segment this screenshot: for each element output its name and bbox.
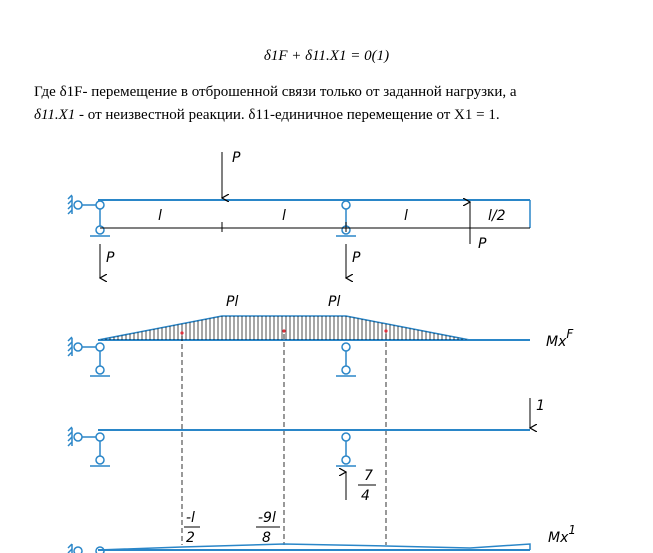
span-3-label: l <box>404 208 408 224</box>
left-support-icon <box>68 427 110 466</box>
mf-peak-2-label: Pl <box>328 294 341 310</box>
load-right-label: P <box>478 236 487 252</box>
left-support-icon <box>68 544 104 553</box>
equation-text: δ1F + δ11.X1 = 0(1) <box>263 48 390 64</box>
reaction-denominator: 4 <box>361 488 370 504</box>
m1-val-2-num: -9l <box>258 510 276 526</box>
left-support-icon <box>68 337 110 376</box>
marker-dot <box>384 329 387 332</box>
reaction-numerator: 7 <box>364 468 373 484</box>
moment-diagram-mf <box>68 294 574 376</box>
loaded-beam-scheme <box>68 150 530 278</box>
m1-label <box>548 523 576 546</box>
middle-support-icon <box>336 433 356 466</box>
mf-label-main: Mx <box>546 334 567 350</box>
span-half-label: l/2 <box>488 208 506 224</box>
marker-dot <box>180 331 183 334</box>
load-left-label: P <box>106 250 115 266</box>
unit-load-label: 1 <box>536 398 545 414</box>
middle-support-icon <box>336 343 356 376</box>
span-1-label: l <box>158 208 162 224</box>
explanation-line-1: Где δ1F- перемещение в отброшенной связи только от заданной нагрузки, а <box>34 84 517 100</box>
m1-val-2-den: 8 <box>262 530 271 546</box>
mf-peak-1-label: Pl <box>226 294 239 310</box>
unit-load-scheme <box>68 398 545 504</box>
moment-diagram-m1 <box>68 510 576 553</box>
inline-formula: δ11.X1 <box>34 107 76 123</box>
mf-label-sup: F <box>566 327 574 341</box>
explanation-line-2 <box>34 104 634 127</box>
displacement-equation <box>0 48 653 65</box>
mf-label <box>546 327 574 350</box>
projection-lines <box>182 334 386 545</box>
beam-diagram <box>0 140 653 553</box>
left-support-icon <box>68 195 110 236</box>
load-top-label: P <box>232 150 241 166</box>
m1-label-sup: 1 <box>568 523 577 537</box>
span-dimensions <box>100 222 530 232</box>
span-2-label: l <box>282 208 286 224</box>
m1-val-1-den: 2 <box>186 530 195 546</box>
marker-dot <box>282 329 285 332</box>
m1-label-main: Mx <box>548 530 569 546</box>
m1-val-1-num: -l <box>186 510 195 526</box>
explanation-line-2-text: - от неизвестной реакции. δ11-единичное перемещение от X1 = 1. <box>75 107 500 123</box>
load-mid-label: P <box>352 250 361 266</box>
